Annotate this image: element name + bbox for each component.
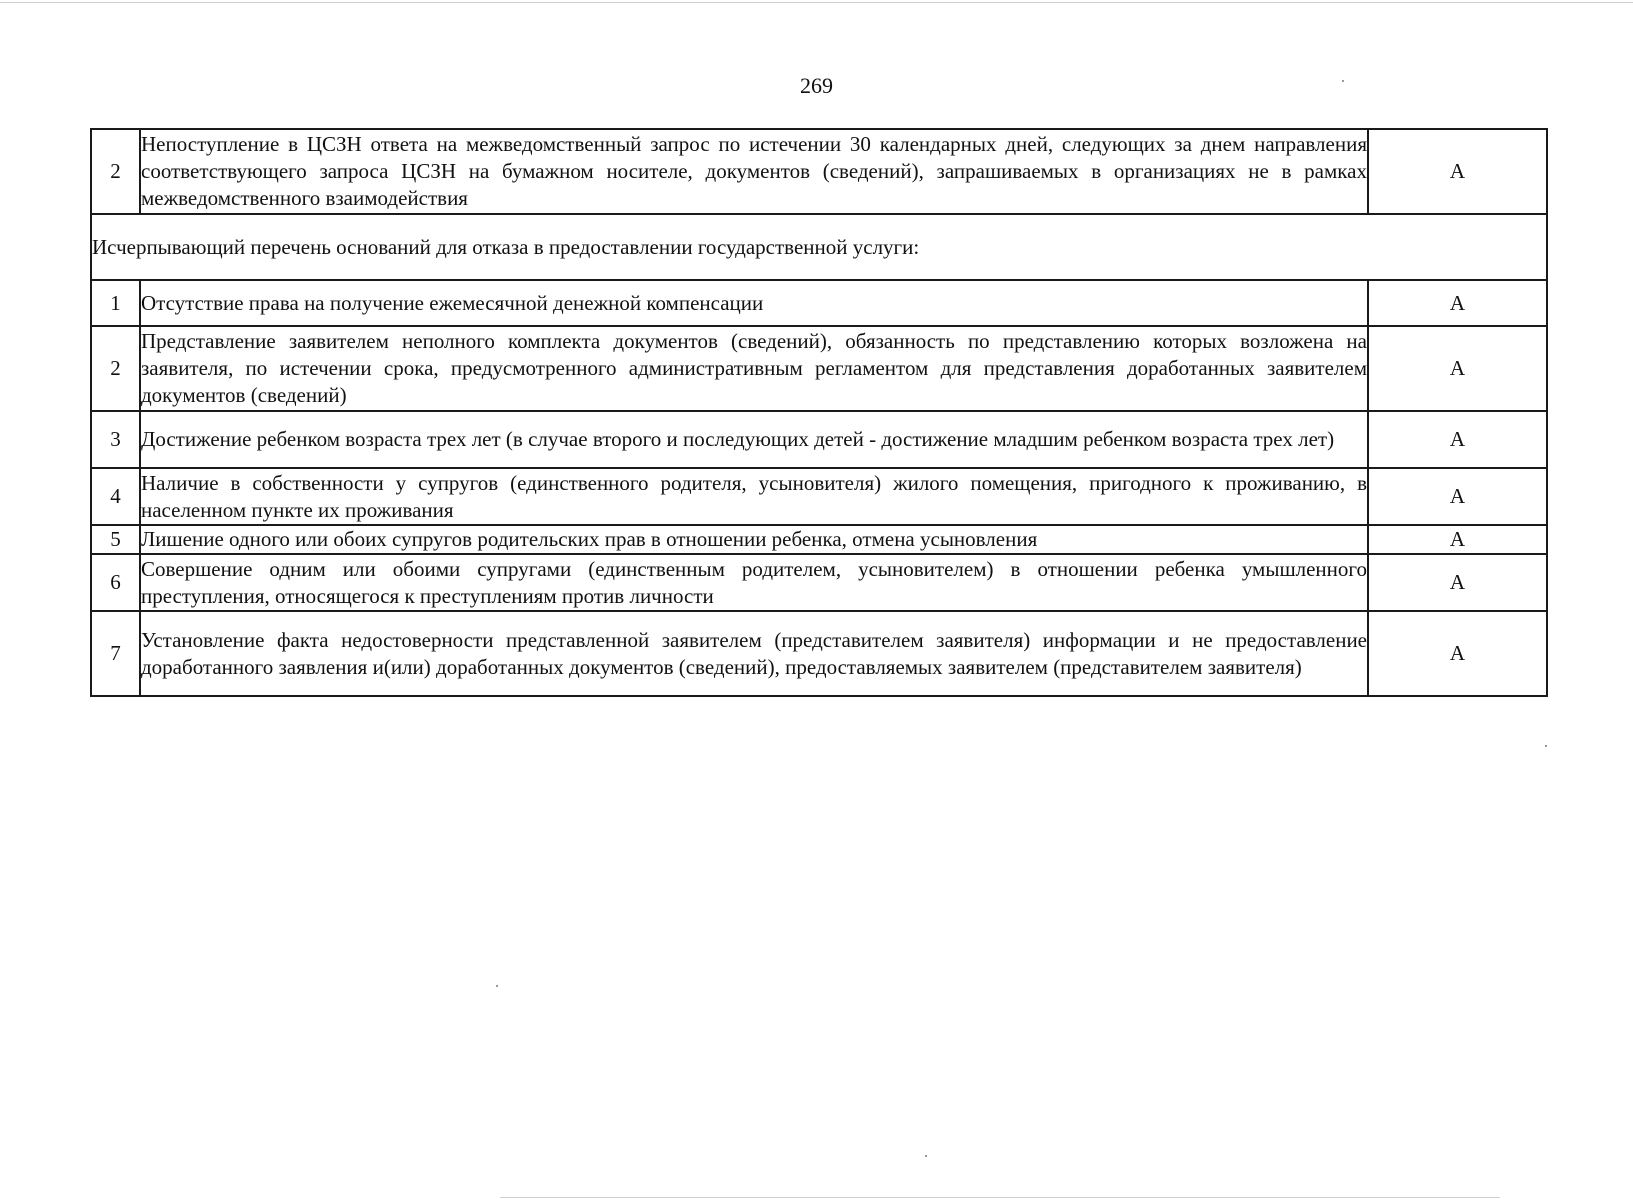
refusal-grounds-table	[90, 128, 1548, 697]
row-number: 3	[91, 411, 140, 468]
row-code: А	[1368, 611, 1547, 696]
scan-edge-bottom	[500, 1197, 1500, 1198]
row-code: А	[1368, 326, 1547, 411]
row-text-content: Лишение одного или обоих супругов родительских прав в отношении ребенка, отмена усыновления	[141, 527, 1038, 551]
row-text	[140, 554, 1368, 611]
page-number: 269	[800, 73, 833, 98]
row-text-content: Наличие в собственности у супругов (единственного родителя, усыновителя) жилого помещения, пригодного к проживанию, в населенном пункте их проживания	[141, 470, 1367, 522]
row-text	[140, 468, 1368, 525]
row-code: А	[1368, 129, 1547, 214]
row-text-content: Представление заявителем неполного комплекта документов (сведений), обязанность по представлению которых возложена на заявителя, по истечении срока, предусмотренного административным регламентом для представления доработанных заявителем документов (сведений)	[141, 329, 1367, 407]
table-row	[91, 411, 1547, 468]
table-row	[91, 129, 1547, 214]
row-text	[140, 129, 1368, 214]
row-code: А	[1368, 525, 1547, 554]
scan-speck	[925, 1155, 927, 1157]
row-text-content: Достижение ребенком возраста трех лет (в случае второго и последующих детей - достижение младшим ребенком возраста трех лет)	[141, 427, 1335, 451]
table-row	[91, 554, 1547, 611]
row-number: 1	[91, 280, 140, 326]
row-number: 5	[91, 525, 140, 554]
row-text	[140, 611, 1368, 696]
row-code: А	[1368, 468, 1547, 525]
row-text-content: Отсутствие права на получение ежемесячной денежной компенсации	[141, 290, 764, 315]
row-text-content: Непоступление в ЦСЗН ответа на межведомственный запрос по истечении 30 календарных дней, следующих за днем направления соответствующего запроса ЦСЗН на бумажном носителе, документов (сведений), запрашиваемых в организациях не в рамках межведомственного взаимодействия	[141, 132, 1367, 210]
row-text	[140, 525, 1368, 554]
row-number: 6	[91, 554, 140, 611]
row-code: А	[1368, 411, 1547, 468]
row-number: 7	[91, 611, 140, 696]
section-heading-row	[91, 214, 1547, 280]
scan-speck	[1545, 745, 1547, 747]
row-code: А	[1368, 554, 1547, 611]
scan-speck	[496, 985, 498, 987]
table-row	[91, 326, 1547, 411]
section-heading: Исчерпывающий перечень оснований для отказа в предоставлении государственной услуги:	[91, 214, 1547, 280]
row-text	[140, 280, 1368, 326]
row-number: 4	[91, 468, 140, 525]
table-row	[91, 468, 1547, 525]
row-number: 2	[91, 326, 140, 411]
scan-edge-top	[0, 2, 1633, 3]
row-text	[140, 326, 1368, 411]
row-text-content: Совершение одним или обоими супругами (единственным родителем, усыновителем) в отношении ребенка умышленного преступления, относящегося к преступлениям против личности	[141, 556, 1367, 608]
row-text-content: Установление факта недостоверности представленной заявителем (представителем заявителя) информации и не предоставление доработанного заявления и(или) доработанных документов (сведений), предоставляемых заявителем (представителем заявителя)	[141, 627, 1367, 679]
row-code: А	[1368, 280, 1547, 326]
table-row	[91, 611, 1547, 696]
table-row	[91, 525, 1547, 554]
row-number: 2	[91, 129, 140, 214]
table-row	[91, 280, 1547, 326]
row-text	[140, 411, 1368, 468]
